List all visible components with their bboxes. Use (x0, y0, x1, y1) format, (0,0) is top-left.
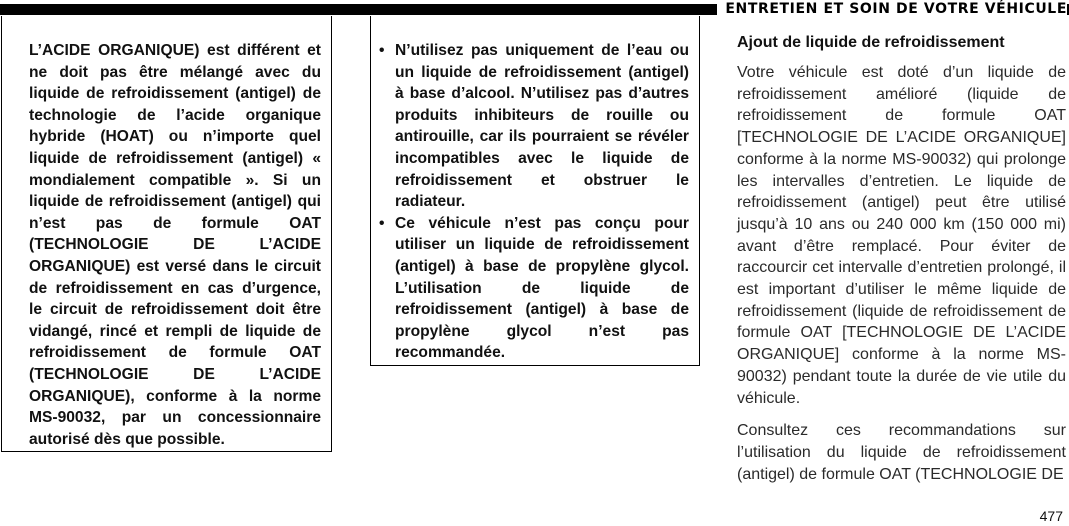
header-title: ENTRETIEN ET SOIN DE VOTRE VÉHICULE (717, 0, 1067, 19)
section-paragraph: Votre véhicule est doté d’un liquide de refroidissement amélioré (liquide de refroidissement de formule OAT [TECHNOLOGIE DE L’ACIDE ORGANIQUE] conforme à la norme MS-90032) qui prolonge les intervalles d’entretien. Le liquide de refroidissement (antigel) peut être utilisé jusqu’à 10 ans ou 240 000 km (150 000 mi) avant d’être remplacé. Pour éviter de raccourcir cet intervalle d’entretien prolongé, il est important d’utiliser le même liquide de refroidissement (liquide de refroidissement de formule OAT [TECHNOLOGIE DE L’ACIDE ORGANIQUE] conforme à la norme MS-90032) pendant toute la durée de vie utile du véhicule. (737, 64, 1066, 407)
warning-bullet-text: Ce véhicule n’est pas conçu pour utiliser un liquide de refroidissement (antigel) à base de propylène glycol. L’utilisation de liquide de refroidissement (antigel) à base de propylène glycol n’est pas recommandée. (395, 214, 689, 362)
bullet-icon: • (379, 214, 385, 232)
warning-text: L’ACIDE ORGANIQUE) est différent et ne doit pas être mélangé avec du liquide de refroidissement (antigel) de technologie de l’acide organique hybride (HOAT) ou n’importe quel liquide de refroidissement (antigel) « mondialement compatible ». Si un liquide de refroidissement (antigel) qui n’est pas de formule OAT (TECHNOLOGIE DE L’ACIDE ORGANIQUE) est versé dans le circuit de refroidissement en cas d’urgence, le circuit de refroidissement doit être vidangé, rincé et rempli de liquide de refroidissement de formule OAT (TECHNOLOGIE DE L’ACIDE ORGANIQUE), conforme à la norme MS-90032, par un concessionnaire autorisé dès que possible. (29, 42, 321, 448)
warning-bullet-item (379, 40, 689, 213)
section-heading: Ajout de liquide de refroidissement (737, 34, 1005, 51)
warning-bullet-list (379, 40, 689, 364)
coolant-section (737, 30, 1066, 496)
page-header (0, 1, 1069, 17)
warning-bullet-text: N’utilisez pas uniquement de l’eau ou un liquide de refroidissement (antigel) à base d’alcool. N’utilisez pas d’autres produits inhibiteurs de rouille ou antirouille, car ils pourraient se révéler incompatibles avec le liquide de refroidissement et obstruer le radiateur. (395, 42, 689, 211)
warning-box-continued (1, 16, 332, 452)
bullet-icon: • (379, 42, 385, 59)
page-number: 477 (1039, 508, 1063, 524)
section-paragraph: Consultez ces recommandations sur l’utilisation du liquide de refroidissement (antigel) de formule OAT (TECHNOLOGIE DE (737, 422, 1066, 483)
warning-bullet-item (379, 213, 689, 364)
warning-box-bullets (370, 16, 700, 366)
